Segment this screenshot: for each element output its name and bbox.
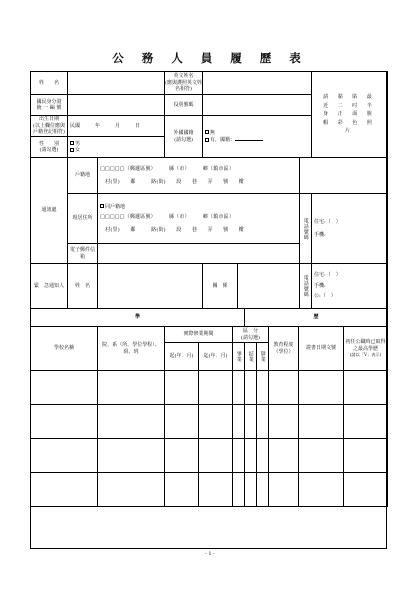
col-period: 實際修業期間 — [165, 327, 233, 343]
cell[interactable] — [299, 439, 344, 473]
cell[interactable] — [233, 473, 245, 507]
cell[interactable] — [344, 439, 388, 473]
col-department: 院、系（所、學位學程）、組、班 — [98, 327, 165, 371]
page-title: 公 務 人 員 履 歷 表 — [112, 51, 308, 65]
emergency-phone-office[interactable]: 公:（ ） — [314, 293, 336, 300]
cell[interactable] — [31, 405, 98, 439]
cell[interactable] — [31, 473, 98, 507]
cell[interactable] — [257, 405, 269, 439]
cell[interactable] — [98, 405, 165, 439]
phone-label: 電話號碼 — [300, 194, 312, 264]
foreign-none-option[interactable]: 無 — [205, 130, 309, 137]
col-period-end: 迄(年．月) — [199, 343, 233, 371]
resume-form — [30, 71, 387, 549]
table-row — [31, 371, 388, 405]
english-name-field[interactable] — [203, 72, 312, 95]
contact-section-label: 通訊處 — [31, 158, 68, 264]
current-address-line2: 村(里) 鄰 路(街) 段 巷 弄 號 樓 — [105, 226, 244, 233]
education-table — [30, 308, 388, 507]
cell[interactable] — [165, 371, 199, 405]
household-blank — [300, 158, 388, 194]
gender-options — [68, 137, 165, 158]
cell[interactable] — [257, 439, 269, 473]
gender-male-option[interactable]: 男 — [70, 141, 162, 148]
cell[interactable] — [31, 371, 98, 405]
same-as-household-option[interactable]: 同戶籍地 — [100, 204, 297, 211]
col-certificate: 證書日期文號 — [299, 327, 344, 371]
birth-field[interactable]: 民國 年 月 日 — [68, 116, 165, 137]
cell[interactable] — [257, 473, 269, 507]
name-label: 姓 名 — [31, 72, 68, 95]
photo-instructions: 請 黏 貼 最 近 二 吋 半 身 正 面 脫 帽 彩 色 照 片 — [323, 94, 376, 135]
cell[interactable] — [199, 439, 233, 473]
table-row — [31, 405, 388, 439]
education-title-right: 歷 — [245, 309, 388, 327]
cell[interactable] — [245, 473, 257, 507]
education-title-left: 學 — [31, 309, 245, 327]
emergency-phone-label: 電話號碼 — [300, 264, 312, 309]
foreign-has-option[interactable]: 有，國籍： — [205, 136, 309, 144]
gender-female-option[interactable]: 女 — [70, 147, 162, 154]
id-field[interactable] — [68, 95, 165, 116]
email-label: 電子郵件信 箱 — [68, 244, 98, 264]
current-address-label: 現居住所 — [68, 194, 98, 244]
emergency-phone-fields — [312, 264, 388, 309]
basic-info-table — [30, 71, 388, 309]
cell[interactable] — [165, 405, 199, 439]
cell[interactable] — [257, 371, 269, 405]
cell[interactable] — [199, 473, 233, 507]
household-label: 戶籍地 — [68, 158, 98, 194]
col-dropped: 肄業 — [257, 343, 269, 371]
checkbox-same-household[interactable] — [100, 204, 104, 208]
cell[interactable] — [98, 439, 165, 473]
checkbox-has[interactable] — [205, 138, 209, 142]
cell[interactable] — [98, 473, 165, 507]
photo-area[interactable] — [312, 72, 388, 158]
emergency-name-label: 姓 名 — [68, 264, 98, 309]
service-number-label: 役別號碼 — [165, 95, 203, 116]
foreign-nationality-label: 外國國籍 (請勾選) — [165, 116, 203, 158]
emergency-phone-home[interactable]: 住宅:（ ） — [314, 272, 341, 279]
page-number: - 1 - — [205, 551, 215, 557]
cell[interactable] — [269, 371, 299, 405]
birth-label: 出生日期 (以上欄位應與戶籍登記相符) — [31, 116, 68, 137]
cell[interactable] — [344, 473, 388, 507]
emergency-phone-mobile[interactable]: 手機: — [314, 282, 326, 289]
emergency-name-field[interactable] — [98, 264, 203, 309]
emergency-label: 緊 急通知人 — [31, 264, 68, 309]
checkbox-none[interactable] — [205, 130, 209, 134]
english-name-label: 英文姓名 (應與護照英文姓名相符) — [165, 72, 203, 95]
cell[interactable] — [165, 439, 199, 473]
cell[interactable] — [299, 371, 344, 405]
cell[interactable] — [199, 405, 233, 439]
col-degree: 教育程度（學位） — [269, 327, 299, 371]
cell[interactable] — [233, 405, 245, 439]
cell[interactable] — [269, 405, 299, 439]
current-address-line1: □□□□□（郵遞區號） 縣（市） 鄉（鎮市區） — [100, 214, 235, 221]
household-address-line2: 村(里) 鄰 路(街) 段 巷 弄 號 樓 — [105, 178, 244, 185]
cell[interactable] — [245, 405, 257, 439]
table-row — [31, 473, 388, 507]
service-number-field[interactable] — [203, 95, 312, 116]
cell[interactable] — [31, 439, 98, 473]
col-status: 區 分 (請勾選) — [233, 327, 269, 343]
phone-mobile-field[interactable]: 手機: — [314, 231, 326, 238]
col-school-name: 學校名稱 — [31, 327, 98, 371]
email-field[interactable] — [98, 244, 300, 264]
cell[interactable] — [344, 405, 388, 439]
cell[interactable] — [269, 473, 299, 507]
cell[interactable] — [98, 371, 165, 405]
col-graduated: 畢業 — [233, 343, 245, 371]
gender-label: 性 別 (請勾選) — [31, 137, 68, 158]
phone-fields — [312, 194, 388, 264]
emergency-relation-field[interactable] — [238, 264, 300, 309]
cell[interactable] — [233, 371, 245, 405]
current-address[interactable] — [98, 194, 300, 244]
cell[interactable] — [299, 405, 344, 439]
checkbox-male[interactable] — [70, 141, 74, 145]
id-label: 國民身分證 統 一 編 號 — [31, 95, 68, 116]
name-field[interactable] — [68, 72, 165, 95]
cell[interactable] — [245, 371, 257, 405]
cell[interactable] — [233, 439, 245, 473]
table-row — [31, 439, 388, 473]
household-address[interactable] — [98, 158, 300, 194]
cell[interactable] — [269, 439, 299, 473]
emergency-relation-label: 關 係 — [203, 264, 238, 309]
checkbox-female[interactable] — [70, 148, 74, 152]
cell[interactable] — [199, 371, 233, 405]
nationality-field[interactable] — [235, 136, 263, 141]
cell[interactable] — [344, 371, 388, 405]
household-address-line1: □□□□□（郵遞區號） 縣（市） 鄉（鎮市區） — [100, 166, 235, 172]
cell[interactable] — [165, 473, 199, 507]
cell[interactable] — [299, 473, 344, 507]
col-period-start: 起(年．月) — [165, 343, 199, 371]
cell[interactable] — [245, 439, 257, 473]
phone-home-field[interactable]: 住宅:（ ） — [314, 219, 341, 225]
foreign-nationality-options — [203, 116, 312, 158]
col-highest: 初任公職時已取得之最高學歷 (請以「V」表示) — [344, 327, 388, 371]
col-completed: 結業 — [245, 343, 257, 371]
